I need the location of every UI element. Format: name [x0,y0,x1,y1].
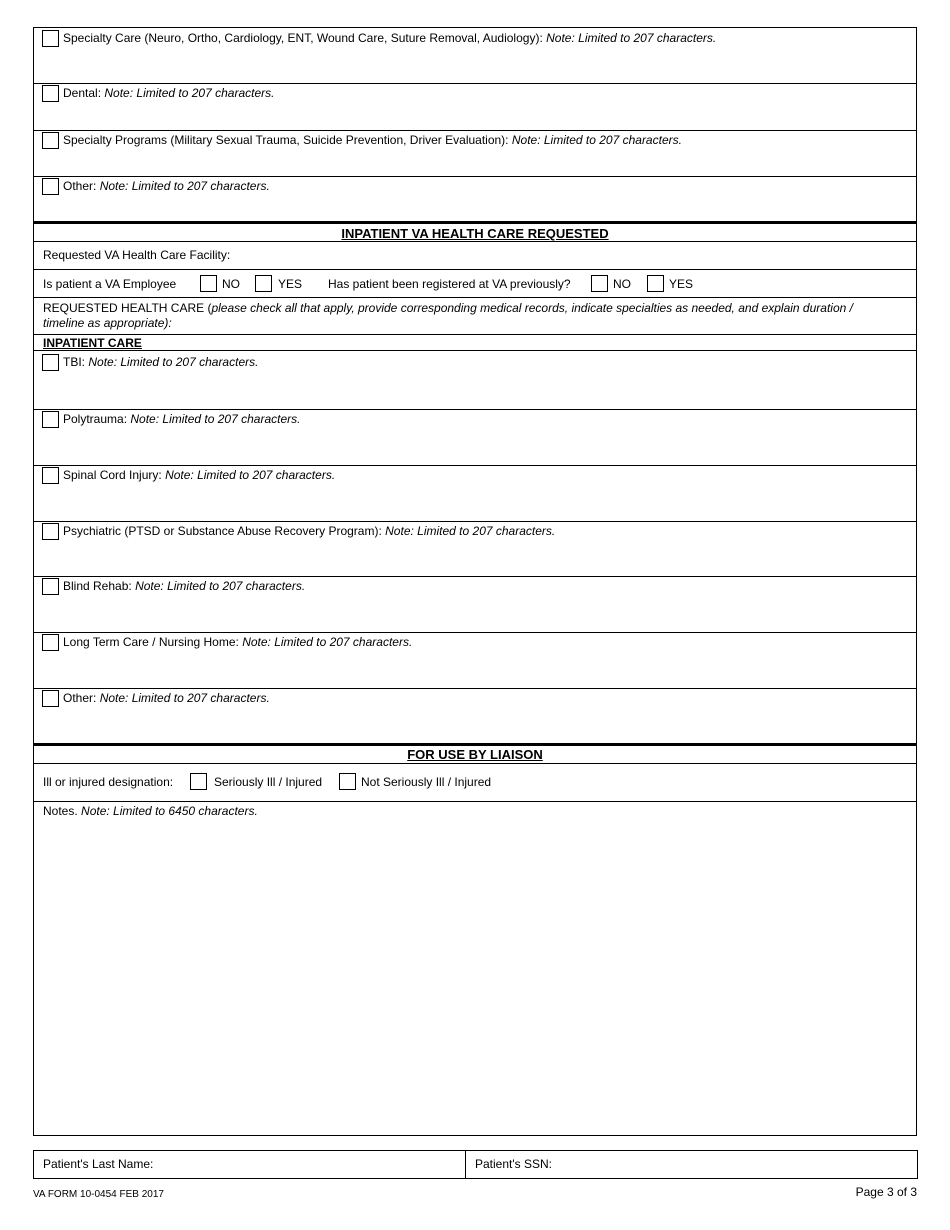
psychiatric-row [34,522,916,577]
notes-row [34,802,916,1135]
tbi-checkbox[interactable] [42,354,59,371]
liaison-header-row [34,743,916,764]
specialty-care-checkbox[interactable] [42,30,59,47]
dental-label: Dental: [63,86,102,100]
inpatient-care-subheader-row [34,335,916,351]
long-term-care-label: Long Term Care / Nursing Home: [63,635,239,649]
registered-question: Has patient been registered at VA previously? [328,277,571,291]
other-top-checkbox[interactable] [42,178,59,195]
not-seriously-injured-checkbox[interactable] [339,773,356,790]
specialty-care-note: Note: Limited to 207 characters. [546,31,717,45]
psychiatric-note: Note: Limited to 207 characters. [385,524,556,538]
notes-textarea[interactable] [42,822,908,1127]
inpatient-header: INPATIENT VA HEALTH CARE REQUESTED [341,226,609,241]
spinal-cord-label: Spinal Cord Injury: [63,468,162,482]
tbi-row [34,351,916,410]
employee-yes-checkbox[interactable] [255,275,272,292]
page-number: Page 3 of 3 [855,1185,917,1199]
other-top-label: Other: [63,179,97,193]
long-term-care-checkbox[interactable] [42,634,59,651]
other-inpatient-row [34,689,916,744]
specialty-programs-row [34,131,916,177]
other-inpatient-checkbox[interactable] [42,690,59,707]
patient-ssn-label: Patient's SSN: [475,1157,552,1171]
designation-row [34,764,916,802]
registered-no-checkbox[interactable] [591,275,608,292]
patient-last-name-label: Patient's Last Name: [43,1157,154,1171]
other-inpatient-label: Other: [63,691,97,705]
seriously-injured-checkbox[interactable] [190,773,207,790]
designation-label: Ill or injured designation: [43,775,174,789]
psychiatric-label: Psychiatric (PTSD or Substance Abuse Recovery Program): [63,524,382,538]
blind-rehab-note: Note: Limited to 207 characters. [135,579,306,593]
registered-no-label: NO [613,277,631,291]
registered-yes-checkbox[interactable] [647,275,664,292]
not-seriously-injured-label: Not Seriously Ill / Injured [361,775,492,789]
other-top-row [34,177,916,222]
liaison-header: FOR USE BY LIAISON [407,747,543,762]
polytrauma-label: Polytrauma: [63,412,128,426]
footer-patient-box [33,1150,918,1179]
other-inpatient-note: Note: Limited to 207 characters. [99,691,270,705]
form-frame [33,27,917,1136]
dental-row [34,84,916,131]
inpatient-care-subheader: INPATIENT CARE [43,336,142,350]
requested-care-label: REQUESTED HEALTH CARE ( [43,301,212,315]
polytrauma-note: Note: Limited to 207 characters. [130,412,301,426]
registered-yes-label: YES [669,277,694,291]
tbi-note: Note: Limited to 207 characters. [88,355,259,369]
form-id: VA FORM 10-0454 FEB 2017 [33,1189,164,1200]
seriously-injured-label: Seriously Ill / Injured [214,775,323,789]
employee-question: Is patient a VA Employee [43,277,177,291]
specialty-programs-checkbox[interactable] [42,132,59,149]
other-top-note: Note: Limited to 207 characters. [99,179,270,193]
specialty-programs-label: Specialty Programs (Military Sexual Trauma, Suicide Prevention, Driver Evaluation): [63,133,509,147]
facility-label: Requested VA Health Care Facility: [43,248,231,262]
specialty-care-label: Specialty Care (Neuro, Ortho, Cardiology, ENT, Wound Care, Suture Removal, Audiology): [63,31,543,45]
facility-row [34,242,916,270]
long-term-care-row [34,633,916,689]
notes-note: Note: Limited to 6450 characters. [81,804,258,818]
spinal-cord-row [34,466,916,522]
long-term-care-note: Note: Limited to 207 characters. [242,635,413,649]
employee-no-checkbox[interactable] [200,275,217,292]
dental-note: Note: Limited to 207 characters. [104,86,275,100]
footer-divider [465,1151,466,1178]
inpatient-header-row [34,221,916,242]
blind-rehab-label: Blind Rehab: [63,579,132,593]
requested-care-note: please check all that apply, provide corresponding medical records, indicate specialties as needed, and explain duration / [211,301,853,315]
specialty-programs-note: Note: Limited to 207 characters. [511,133,682,147]
requested-care-note-line2: timeline as appropriate): [43,316,172,330]
employee-no-label: NO [222,277,240,291]
polytrauma-checkbox[interactable] [42,411,59,428]
employee-yes-label: YES [278,277,303,291]
blind-rehab-row [34,577,916,633]
dental-checkbox[interactable] [42,85,59,102]
spinal-cord-checkbox[interactable] [42,467,59,484]
psychiatric-checkbox[interactable] [42,523,59,540]
spinal-cord-note: Note: Limited to 207 characters. [165,468,336,482]
specialty-care-row [34,28,916,84]
employee-row [34,270,916,298]
requested-care-row [34,298,916,335]
blind-rehab-checkbox[interactable] [42,578,59,595]
polytrauma-row [34,410,916,466]
tbi-label: TBI: [63,355,86,369]
notes-label: Notes. [43,804,78,818]
